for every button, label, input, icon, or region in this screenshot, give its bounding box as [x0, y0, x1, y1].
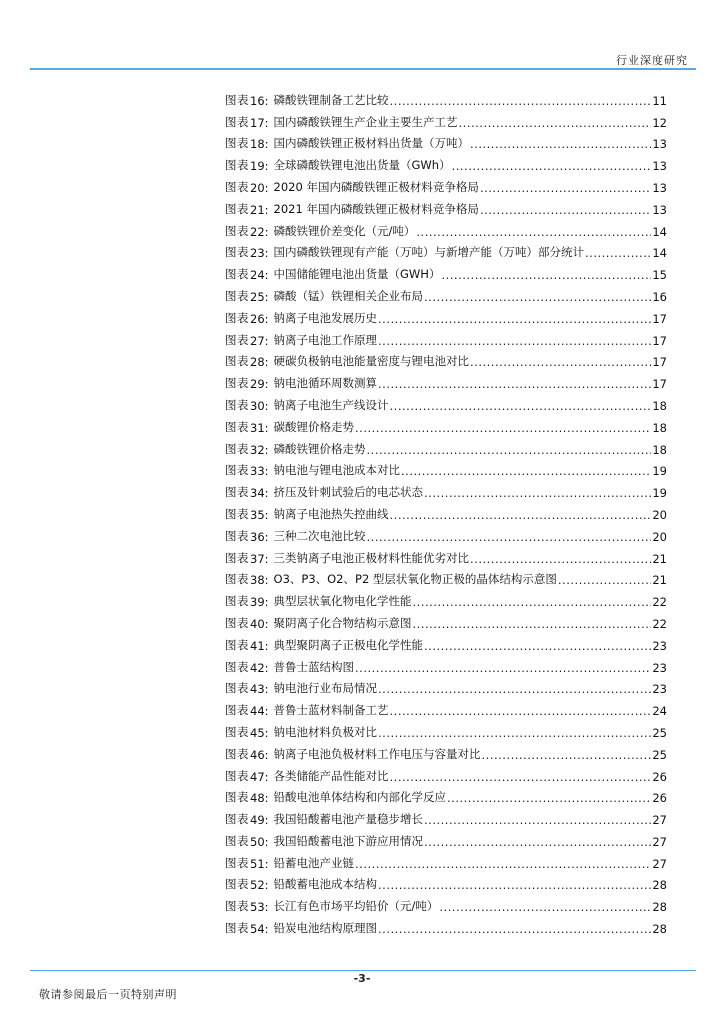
toc-entry-number: 31:: [250, 420, 269, 435]
toc-entry-page: 18: [652, 420, 667, 435]
toc-entry-title: 磷酸铁锂制备工艺比较: [273, 92, 389, 107]
toc-entry-number: 50:: [250, 834, 269, 849]
toc-entry-page: 26: [652, 791, 667, 806]
toc-entry-page: 27: [652, 834, 667, 849]
toc-entry-label: 图表: [225, 615, 249, 630]
toc-entry-number: 27:: [250, 333, 269, 348]
toc-entry-page: 17: [652, 355, 667, 370]
toc-entry-label: 图表: [225, 485, 249, 500]
toc-leader-dots: [416, 225, 651, 239]
toc-entry-page: 22: [652, 616, 667, 631]
toc-entry[interactable]: [225, 914, 667, 936]
toc-entry-page: 18: [652, 398, 667, 413]
toc-entry[interactable]: [225, 631, 667, 653]
toc-entry-title: 铅酸电池单体结构和内部化学反应: [273, 790, 447, 805]
toc-entry-page: 27: [652, 856, 667, 871]
toc-entry-number: 43:: [250, 682, 269, 697]
toc-leader-dots: [367, 530, 652, 544]
toc-entry-number: 39:: [250, 595, 269, 610]
toc-entry-label: 图表: [225, 463, 249, 478]
toc-entry-title: 国内磷酸铁锂生产企业主要生产工艺: [273, 114, 458, 129]
toc-entry-title: 中国储能锂电池出货量（GWH）: [273, 267, 441, 282]
toc-entry-number: 21:: [250, 202, 269, 217]
toc-entry-page: 26: [652, 769, 667, 784]
toc-entry-page: 25: [652, 725, 667, 740]
toc-entry-title: 2021 年国内磷酸铁锂正极材料竞争格局: [273, 201, 479, 216]
toc-entry-page: 19: [652, 486, 667, 501]
toc-entry[interactable]: [225, 762, 667, 784]
toc-entry[interactable]: [225, 784, 667, 806]
toc-entry-label: 图表: [225, 855, 249, 870]
toc-entry-number: 42:: [250, 660, 269, 675]
toc-entry-number: 26:: [250, 311, 269, 326]
toc-leader-dots: [480, 203, 651, 217]
toc-entry-label: 图表: [225, 332, 249, 347]
toc-entry-page: 13: [652, 180, 667, 195]
toc-entry[interactable]: [225, 130, 667, 152]
toc-entry[interactable]: [225, 871, 667, 893]
toc-entry-title: 磷酸铁锂价差变化（元/吨）: [273, 223, 416, 238]
toc-entry[interactable]: [225, 435, 667, 457]
toc-entry-label: 图表: [225, 223, 249, 238]
toc-entry-number: 28:: [250, 355, 269, 370]
toc-entry[interactable]: [225, 86, 667, 108]
toc-leader-dots: [390, 94, 652, 108]
toc-entry-label: 图表: [225, 354, 249, 369]
toc-entry-label: 图表: [225, 92, 249, 107]
toc-entry-page: 19: [652, 464, 667, 479]
toc-entry-label: 图表: [225, 288, 249, 303]
toc-entry-page: 13: [652, 159, 667, 174]
toc-entry[interactable]: [225, 108, 667, 130]
toc-entry[interactable]: [225, 326, 667, 348]
toc-entry-number: 44:: [250, 704, 269, 719]
toc-entry-label: 图表: [225, 703, 249, 718]
toc-entry[interactable]: [225, 740, 667, 762]
toc-entry-number: 52:: [250, 878, 269, 893]
toc-leader-dots: [390, 399, 652, 413]
toc-entry-number: 45:: [250, 725, 269, 740]
footer-divider: [30, 970, 696, 971]
toc-entry-title: 典型层状氧化物电化学性能: [273, 594, 412, 609]
toc-entry-title: 全球磷酸铁锂电池出货量（GWh）: [273, 158, 451, 173]
toc-entry-label: 图表: [225, 921, 249, 936]
toc-entry-title: 钠离子电池发展历史: [273, 310, 378, 325]
toc-entry-page: 14: [652, 246, 667, 261]
toc-entry[interactable]: [225, 609, 667, 631]
toc-entry-title: 钠离子电池负极材料工作电压与容量对比: [273, 746, 481, 761]
toc-entry-title: 钠离子电池热失控曲线: [273, 506, 389, 521]
toc-entry-number: 20:: [250, 180, 269, 195]
toc-entry[interactable]: [225, 457, 667, 479]
toc-entry-label: 图表: [225, 158, 249, 173]
toc-entry-number: 51:: [250, 856, 269, 871]
toc-entry-label: 图表: [225, 550, 249, 565]
toc-entry-number: 47:: [250, 769, 269, 784]
toc-entry-title: 三种二次电池比较: [273, 528, 366, 543]
toc-entry-title: 铅蓄电池产业链: [273, 855, 355, 870]
toc-entry-page: 18: [652, 442, 667, 457]
toc-entry-label: 图表: [225, 877, 249, 892]
toc-entry-title: 钠电池材料负极对比: [273, 724, 378, 739]
toc-entry-number: 32:: [250, 442, 269, 457]
toc-leader-dots: [413, 595, 652, 609]
header-divider: [30, 68, 696, 70]
toc-entry-number: 40:: [250, 616, 269, 631]
toc-entry-label: 图表: [225, 812, 249, 827]
toc-entry-title: 钠电池循环周数测算: [273, 376, 378, 391]
toc-entry-label: 图表: [225, 681, 249, 696]
toc-entry-page: 28: [652, 900, 667, 915]
toc-entry-page: 28: [652, 878, 667, 893]
toc-entry[interactable]: [225, 500, 667, 522]
toc-leader-dots: [390, 770, 652, 784]
toc-entry[interactable]: [225, 239, 667, 261]
toc-entry-page: 27: [652, 813, 667, 828]
toc-leader-dots: [585, 246, 651, 260]
toc-entry-title: 长江有色市场平均铅价（元/吨）: [273, 899, 439, 914]
toc-entry[interactable]: [225, 718, 667, 740]
toc-entry[interactable]: [225, 478, 667, 500]
toc-entry-page: 16: [652, 289, 667, 304]
toc-entry[interactable]: [225, 827, 667, 849]
toc-entry-page: 25: [652, 747, 667, 762]
toc-entry-number: 22:: [250, 224, 269, 239]
toc-entry-title: 各类储能产品性能对比: [273, 768, 389, 783]
toc-entry-title: 三类钠离子电池正极材料性能优劣对比: [273, 550, 470, 565]
toc-entry-label: 图表: [225, 790, 249, 805]
toc-entry-title: 磷酸铁锂价格走势: [273, 441, 366, 456]
toc-entry[interactable]: [225, 348, 667, 370]
toc-entry-number: 35:: [250, 507, 269, 522]
toc-entry-number: 37:: [250, 551, 269, 566]
toc-leader-dots: [378, 922, 651, 936]
toc-entry-page: 17: [652, 333, 667, 348]
toc-entry-label: 图表: [225, 376, 249, 391]
toc-entry-number: 36:: [250, 529, 269, 544]
toc-leader-dots: [470, 552, 651, 566]
toc-entry-title: 硬碳负极钠电池能量密度与锂电池对比: [273, 354, 470, 369]
toc-entry-page: 20: [652, 529, 667, 544]
toc-entry-number: 34:: [250, 486, 269, 501]
toc-entry[interactable]: [225, 217, 667, 239]
toc-entry[interactable]: [225, 587, 667, 609]
toc-entry[interactable]: [225, 566, 667, 588]
toc-entry-number: 53:: [250, 900, 269, 915]
table-of-figures: [225, 86, 667, 936]
toc-entry-page: 21: [652, 573, 667, 588]
toc-entry-label: 图表: [225, 245, 249, 260]
toc-entry[interactable]: [225, 522, 667, 544]
toc-leader-dots: [378, 878, 651, 892]
toc-entry[interactable]: [225, 195, 667, 217]
toc-entry-title: 典型聚阴离子正极电化学性能: [273, 637, 424, 652]
toc-leader-dots: [424, 290, 651, 304]
toc-entry-page: 17: [652, 377, 667, 392]
toc-entry-title: 挤压及针刺试验后的电芯状态: [273, 485, 424, 500]
toc-entry-label: 图表: [225, 114, 249, 129]
toc-leader-dots: [355, 661, 651, 675]
toc-entry-page: 13: [652, 137, 667, 152]
toc-entry-page: 23: [652, 660, 667, 675]
toc-entry[interactable]: [225, 173, 667, 195]
toc-leader-dots: [424, 835, 651, 849]
toc-entry-number: 16:: [250, 93, 269, 108]
toc-leader-dots: [459, 116, 652, 130]
toc-entry-title: 聚阴离子化合物结构示意图: [273, 615, 412, 630]
toc-entry-title: 铅酸蓄电池成本结构: [273, 877, 378, 892]
toc-entry-title: 我国铅酸蓄电池下游应用情况: [273, 833, 424, 848]
toc-leader-dots: [401, 464, 651, 478]
toc-entry-number: 18:: [250, 137, 269, 152]
toc-entry-page: 23: [652, 682, 667, 697]
toc-entry-title: 钠离子电池工作原理: [273, 332, 378, 347]
toc-entry-label: 图表: [225, 419, 249, 434]
toc-entry-title: 钠离子电池生产线设计: [273, 397, 389, 412]
toc-leader-dots: [378, 334, 651, 348]
toc-entry[interactable]: [225, 369, 667, 391]
toc-leader-dots: [452, 159, 652, 173]
toc-leader-dots: [441, 268, 651, 282]
toc-entry-label: 图表: [225, 136, 249, 151]
toc-entry-label: 图表: [225, 659, 249, 674]
toc-leader-dots: [367, 443, 652, 457]
toc-entry-label: 图表: [225, 594, 249, 609]
toc-entry-page: 20: [652, 507, 667, 522]
toc-entry-title: 普鲁士蓝材料制备工艺: [273, 703, 389, 718]
toc-entry-title: 磷酸（锰）铁锂相关企业布局: [273, 288, 424, 303]
toc-leader-dots: [439, 900, 651, 914]
toc-leader-dots: [470, 137, 651, 151]
toc-entry-label: 图表: [225, 899, 249, 914]
toc-leader-dots: [390, 704, 652, 718]
toc-leader-dots: [378, 682, 651, 696]
toc-entry-page: 21: [652, 551, 667, 566]
toc-entry-page: 13: [652, 202, 667, 217]
toc-entry-page: 23: [652, 638, 667, 653]
toc-entry[interactable]: [225, 544, 667, 566]
toc-entry[interactable]: [225, 413, 667, 435]
toc-leader-dots: [413, 617, 652, 631]
toc-entry-label: 图表: [225, 179, 249, 194]
toc-entry-label: 图表: [225, 768, 249, 783]
toc-entry-label: 图表: [225, 441, 249, 456]
toc-leader-dots: [378, 377, 651, 391]
toc-entry-number: 17:: [250, 115, 269, 130]
toc-entry[interactable]: [225, 653, 667, 675]
toc-leader-dots: [390, 508, 652, 522]
toc-entry-label: 图表: [225, 267, 249, 282]
toc-entry-page: 24: [652, 704, 667, 719]
toc-entry-number: 49:: [250, 813, 269, 828]
toc-entry-page: 12: [652, 115, 667, 130]
toc-entry-number: 25:: [250, 289, 269, 304]
toc-entry-label: 图表: [225, 637, 249, 652]
toc-entry-title: 国内磷酸铁锂现有产能（万吨）与新增产能（万吨）部分统计: [273, 245, 585, 260]
toc-entry[interactable]: [225, 849, 667, 871]
toc-leader-dots: [378, 312, 651, 326]
toc-entry-page: 11: [652, 93, 667, 108]
toc-entry-label: 图表: [225, 746, 249, 761]
toc-entry[interactable]: [225, 151, 667, 173]
toc-entry[interactable]: [225, 391, 667, 413]
toc-leader-dots: [355, 421, 651, 435]
toc-entry-number: 46:: [250, 747, 269, 762]
toc-leader-dots: [480, 181, 651, 195]
toc-entry-label: 图表: [225, 833, 249, 848]
toc-entry-label: 图表: [225, 506, 249, 521]
toc-leader-dots: [355, 857, 651, 871]
toc-entry-number: 23:: [250, 246, 269, 261]
toc-leader-dots: [424, 639, 651, 653]
toc-leader-dots: [447, 791, 651, 805]
toc-entry-number: 48:: [250, 791, 269, 806]
toc-entry-page: 15: [652, 268, 667, 283]
toc-entry[interactable]: [225, 892, 667, 914]
toc-entry-number: 41:: [250, 638, 269, 653]
toc-entry-number: 19:: [250, 159, 269, 174]
toc-entry-label: 图表: [225, 201, 249, 216]
toc-entry-number: 30:: [250, 398, 269, 413]
toc-entry[interactable]: [225, 304, 667, 326]
toc-entry-label: 图表: [225, 528, 249, 543]
toc-entry-title: O3、P3、O2、P2 型层状氧化物正极的晶体结构示意图: [273, 572, 557, 587]
toc-entry-page: 14: [652, 224, 667, 239]
toc-entry-page: 28: [652, 922, 667, 937]
toc-leader-dots: [470, 355, 651, 369]
toc-entry-page: 22: [652, 595, 667, 610]
toc-leader-dots: [424, 813, 651, 827]
toc-leader-dots: [378, 726, 651, 740]
toc-entry-label: 图表: [225, 724, 249, 739]
toc-entry-title: 钠电池与锂电池成本对比: [273, 463, 401, 478]
toc-leader-dots: [424, 486, 651, 500]
toc-entry-title: 国内磷酸铁锂正极材料出货量（万吨）: [273, 136, 470, 151]
toc-entry[interactable]: [225, 696, 667, 718]
toc-leader-dots: [482, 748, 652, 762]
toc-entry-label: 图表: [225, 397, 249, 412]
toc-entry[interactable]: [225, 675, 667, 697]
toc-entry[interactable]: [225, 805, 667, 827]
toc-entry-title: 我国铅酸蓄电池产量稳步增长: [273, 812, 424, 827]
header-title: 行业深度研究: [616, 54, 688, 67]
toc-leader-dots: [558, 573, 651, 587]
toc-entry-number: 33:: [250, 464, 269, 479]
disclaimer-note: 敬请参阅最后一页特别声明: [39, 988, 177, 1001]
toc-entry-title: 2020 年国内磷酸铁锂正极材料竞争格局: [273, 179, 479, 194]
toc-entry-page: 17: [652, 311, 667, 326]
toc-entry-title: 碳酸锂价格走势: [273, 419, 355, 434]
toc-entry-title: 铅炭电池结构原理图: [273, 921, 378, 936]
toc-entry-number: 24:: [250, 268, 269, 283]
toc-entry-label: 图表: [225, 310, 249, 325]
toc-entry-number: 38:: [250, 573, 269, 588]
toc-entry-number: 29:: [250, 377, 269, 392]
toc-entry-label: 图表: [225, 572, 249, 587]
toc-entry-title: 钠电池行业布局情况: [273, 681, 378, 696]
page-number: -3-: [353, 972, 371, 985]
toc-entry[interactable]: [225, 282, 667, 304]
toc-entry-number: 54:: [250, 922, 269, 937]
toc-entry[interactable]: [225, 260, 667, 282]
toc-entry-title: 普鲁士蓝结构图: [273, 659, 355, 674]
